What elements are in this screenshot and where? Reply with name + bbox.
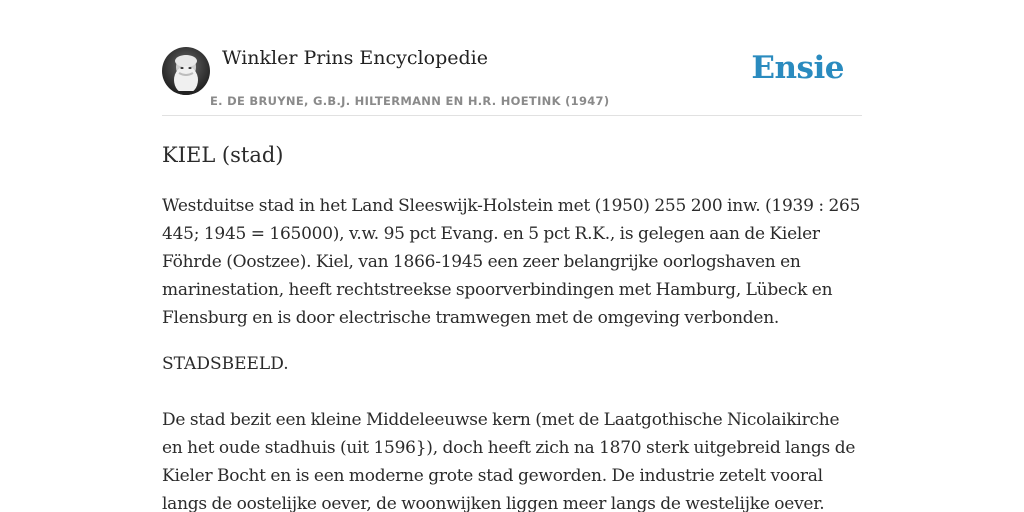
paragraph-stadsbeeld: De stad bezit een kleine Middeleeuwse kern (met de Laatgothische Nicolaikirche en het oude stadhuis (uit 1596}), doch heeft zich na 1870 sterk uitgebreid langs de Kieler Bocht en is een moderne grote stad geworden. De industrie zetelt vooral langs de oostelijke oever, de woonwijken liggen meer langs de westelijke oever. [162,410,856,512]
article [162,140,862,512]
authors-byline: E. DE BRUYNE, G.B.J. HILTERMANN EN H.R. HOETINK (1947) [210,94,610,108]
site-title[interactable]: Winkler Prins Encyclopedie [222,47,488,69]
entry-title: KIEL (stad) [162,143,284,167]
bearded-man-portrait-icon [162,47,210,95]
site-header [162,46,862,116]
section-heading: STADSBEELD. [162,354,289,374]
paragraph-intro: Westduitse stad in het Land Sleeswijk-Holstein met (1950) 255 200 inw. (1939 : 265 445; 1945 = 165000), v.w. 95 pct Evang. en 5 pct R.K., is gelegen aan de Kieler Föhrde (Oostzee). Kiel, van 1866-1945 een zeer belangrijke oorlogshaven en marinestation, heeft rechtstreekse spoorverbindingen met Hamburg, Lübeck en Flensburg en is door electrische tramwegen met de omgeving verbonden. [162,196,861,328]
ensie-logo[interactable]: Ensie [751,50,844,86]
author-avatar[interactable] [162,47,210,95]
